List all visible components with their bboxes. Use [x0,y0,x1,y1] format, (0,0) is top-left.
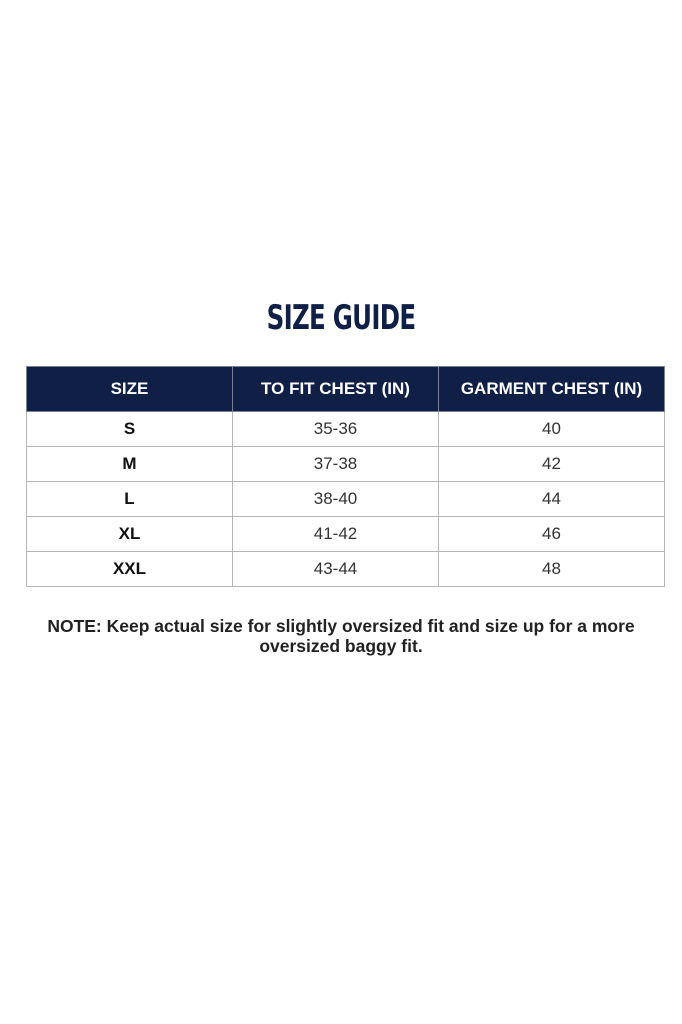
table-row [27,447,665,482]
size-cell: XL [27,517,233,552]
garment-chest-cell: 42 [439,447,665,482]
garment-chest-cell: 40 [439,412,665,447]
to-fit-chest-cell: 41-42 [233,517,439,552]
table-row [27,517,665,552]
header-to-fit-chest: TO FIT CHEST (IN) [233,367,439,412]
to-fit-chest-cell: 43-44 [233,552,439,587]
table-row [27,482,665,517]
garment-chest-cell: 48 [439,552,665,587]
garment-chest-cell: 46 [439,517,665,552]
table-header-row [27,367,665,412]
fit-note: NOTE: Keep actual size for slightly oversized fit and size up for a more oversized baggy fit. [47,616,635,656]
table-row [27,412,665,447]
to-fit-chest-cell: 37-38 [233,447,439,482]
size-table-container [26,366,664,587]
to-fit-chest-cell: 35-36 [233,412,439,447]
to-fit-chest-cell: 38-40 [233,482,439,517]
size-table [26,366,665,587]
size-cell: S [27,412,233,447]
size-cell: M [27,447,233,482]
page-title: SIZE GUIDE [266,298,416,338]
garment-chest-cell: 44 [439,482,665,517]
header-size: SIZE [27,367,233,412]
size-cell: L [27,482,233,517]
size-cell: XXL [27,552,233,587]
table-row [27,552,665,587]
header-garment-chest: GARMENT CHEST (IN) [439,367,665,412]
